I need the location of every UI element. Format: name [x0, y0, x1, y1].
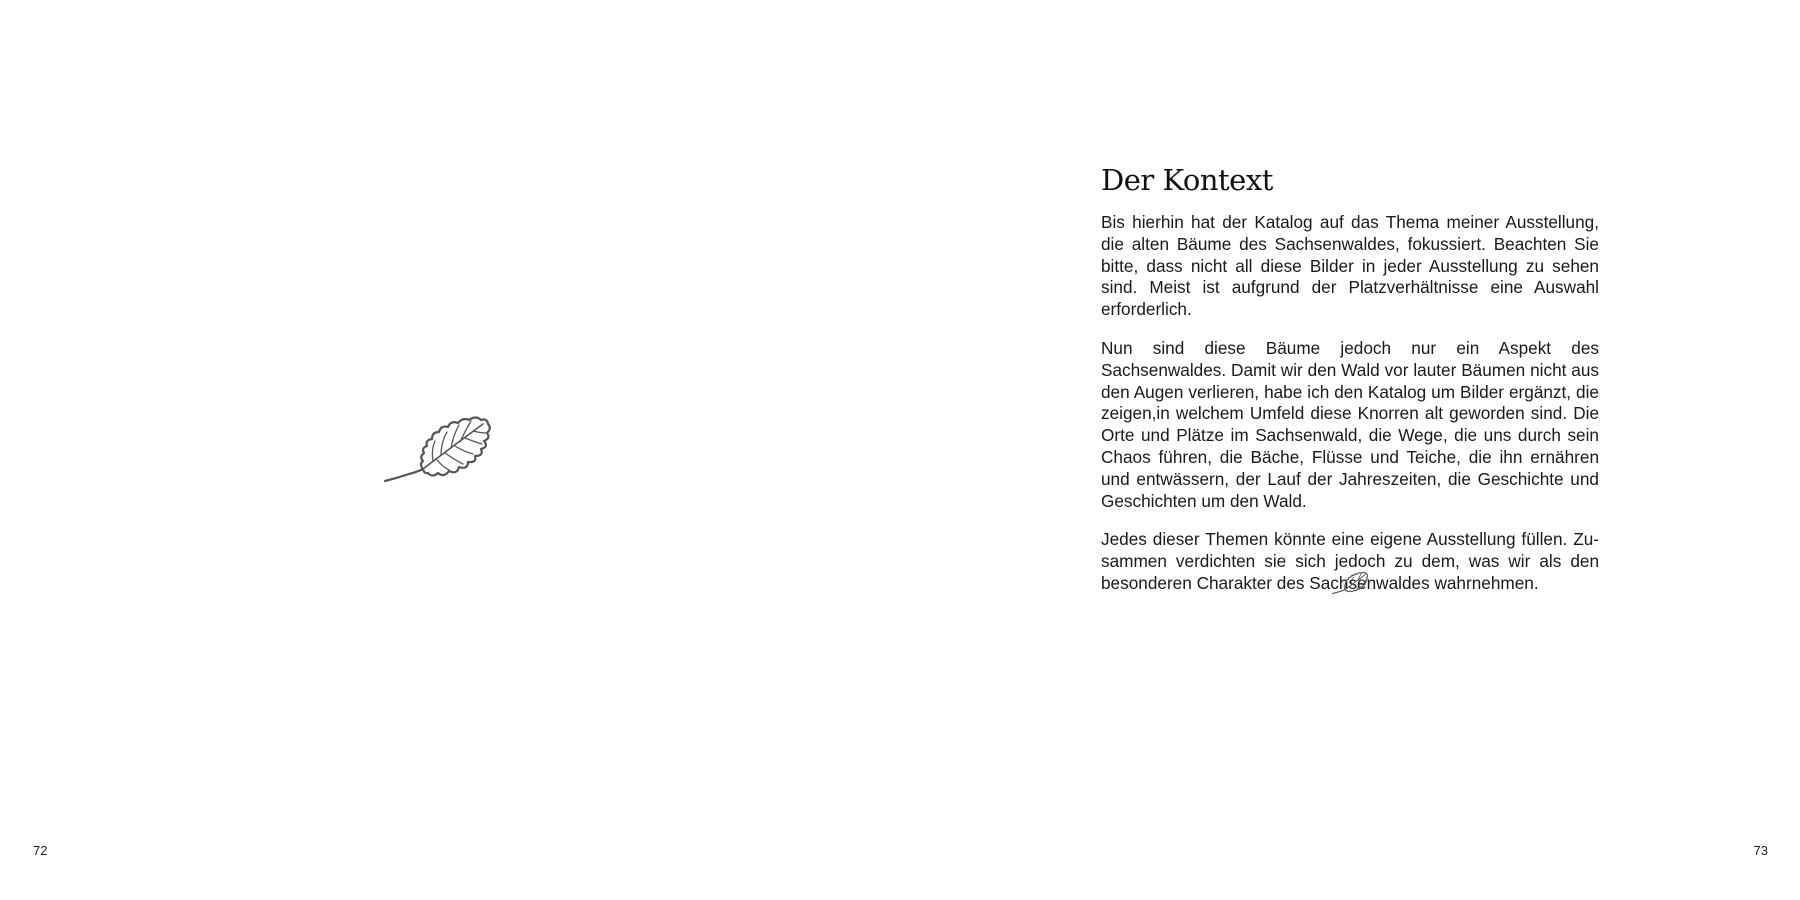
right-page [900, 0, 1800, 900]
page-number: 72 [33, 843, 48, 858]
paragraph: Bis hierhin hat der Katalog auf das Thema meiner Ausstellung, die alten Bäume des Sachsenwaldes, fokussiert. Beachten Sie bitte, dass nicht all diese Bilder in jeder Ausstellung zu sehen sind. Meist ist aufgrund der Platzverhältnisse eine Auswahl erforderlich. [1101, 212, 1599, 320]
oak-leaf-icon [383, 412, 491, 484]
paragraph: Nun sind diese Bäume jedoch nur ein Aspekt des Sachsenwaldes. Damit wir den Wald vor lauter Bäumen nicht aus den Augen verlieren, habe ich den Katalog um Bilder ergänzt, die zeigen,in welchem Umfeld diese Knorren alt geworden sind. Die Orte und Plätze im Sachsenwald, die Wege, die uns durch sein Chaos führen, die Bäche, Flüsse und Teiche, die ihn ernähren und entwässern, der Lauf der Jahreszeiten, die Geschichte und Geschichten um den Wald. [1101, 337, 1599, 511]
page-number: 73 [1753, 843, 1768, 858]
paragraph: Jedes dieser Themen könnte eine eigene Ausstellung füllen. Zusammen verdichten sie sich jedoch zu dem, was wir als den besonderen Charakter des Sachsenwaldes wahrnehmen. [1101, 529, 1599, 593]
oak-leaf-icon [1332, 570, 1368, 595]
article [1101, 160, 1599, 612]
page-title: Der Kontext [1101, 163, 1273, 197]
